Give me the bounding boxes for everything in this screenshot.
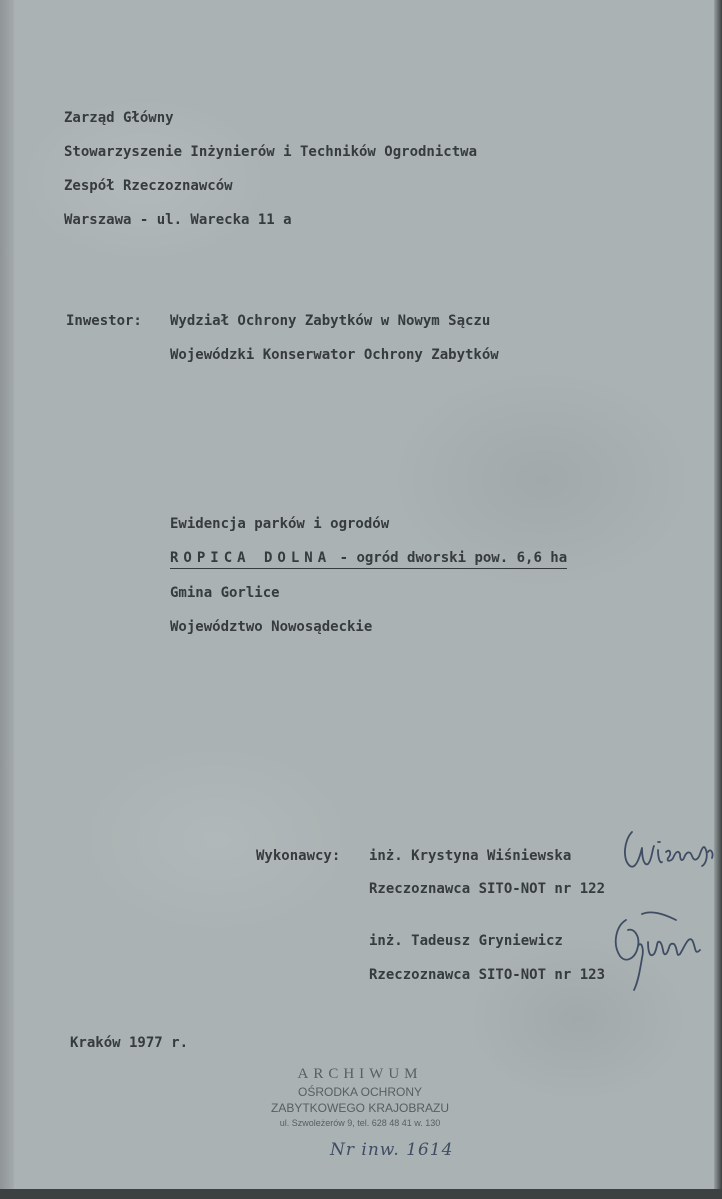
contractors-label: Wykonawcy:: [256, 848, 341, 864]
header-team: Zespół Rzeczoznawców: [64, 178, 233, 194]
investor-conservator: Wojewódzki Konserwator Ochrony Zabytków: [170, 347, 499, 363]
stamp-center-line: OŚRODKA OCHRONY: [297, 1085, 423, 1099]
archive-stamp: [260, 1064, 460, 1130]
place-date: Kraków 1977 r.: [70, 1035, 189, 1051]
inventory-number-note: Nr inw. 1614: [330, 1140, 454, 1160]
document-subject: Ewidencja parków i ogrodów: [170, 516, 390, 532]
place-name: ROPICA DOLNA: [170, 550, 332, 566]
place-title: [170, 549, 567, 569]
contractor-2-name: inż. Tadeusz Gryniewicz: [369, 933, 563, 949]
page-bottom-edge: [0, 1189, 722, 1199]
page-left-edge: [0, 0, 14, 1199]
voivodeship: Województwo Nowosądeckie: [170, 619, 373, 635]
header-address: Warszawa - ul. Warecka 11 a: [64, 212, 292, 228]
stamp-address-line: ul. Szwoleżerów 9, tel. 628 48 41 w. 130: [279, 1118, 441, 1128]
page-right-edge: [714, 0, 722, 1199]
stamp-archive-line: ARCHIWUM: [297, 1066, 423, 1082]
investor-name: Wydział Ochrony Zabytków w Nowym Sączu: [170, 313, 491, 329]
contractor-1-title: Rzeczoznawca SITO-NOT nr 122: [369, 881, 606, 897]
header-association: Stowarzyszenie Inżynierów i Techników Ogrodnictwa: [64, 144, 478, 160]
contractor-2-title: Rzeczoznawca SITO-NOT nr 123: [369, 967, 606, 983]
contractor-1-name: inż. Krystyna Wiśniewska: [369, 848, 572, 864]
stamp-landscape-line: ZABYTKOWEGO KRAJOBRAZU: [270, 1101, 450, 1115]
header-organization: Zarząd Główny: [64, 110, 174, 126]
place-description: - ogród dworski pow. 6,6 ha: [331, 550, 568, 566]
signature-wisniewska: [618, 826, 718, 882]
signature-gryniewicz: [604, 906, 714, 996]
investor-label: Inwestor:: [66, 313, 142, 329]
commune: Gmina Gorlice: [170, 585, 280, 601]
